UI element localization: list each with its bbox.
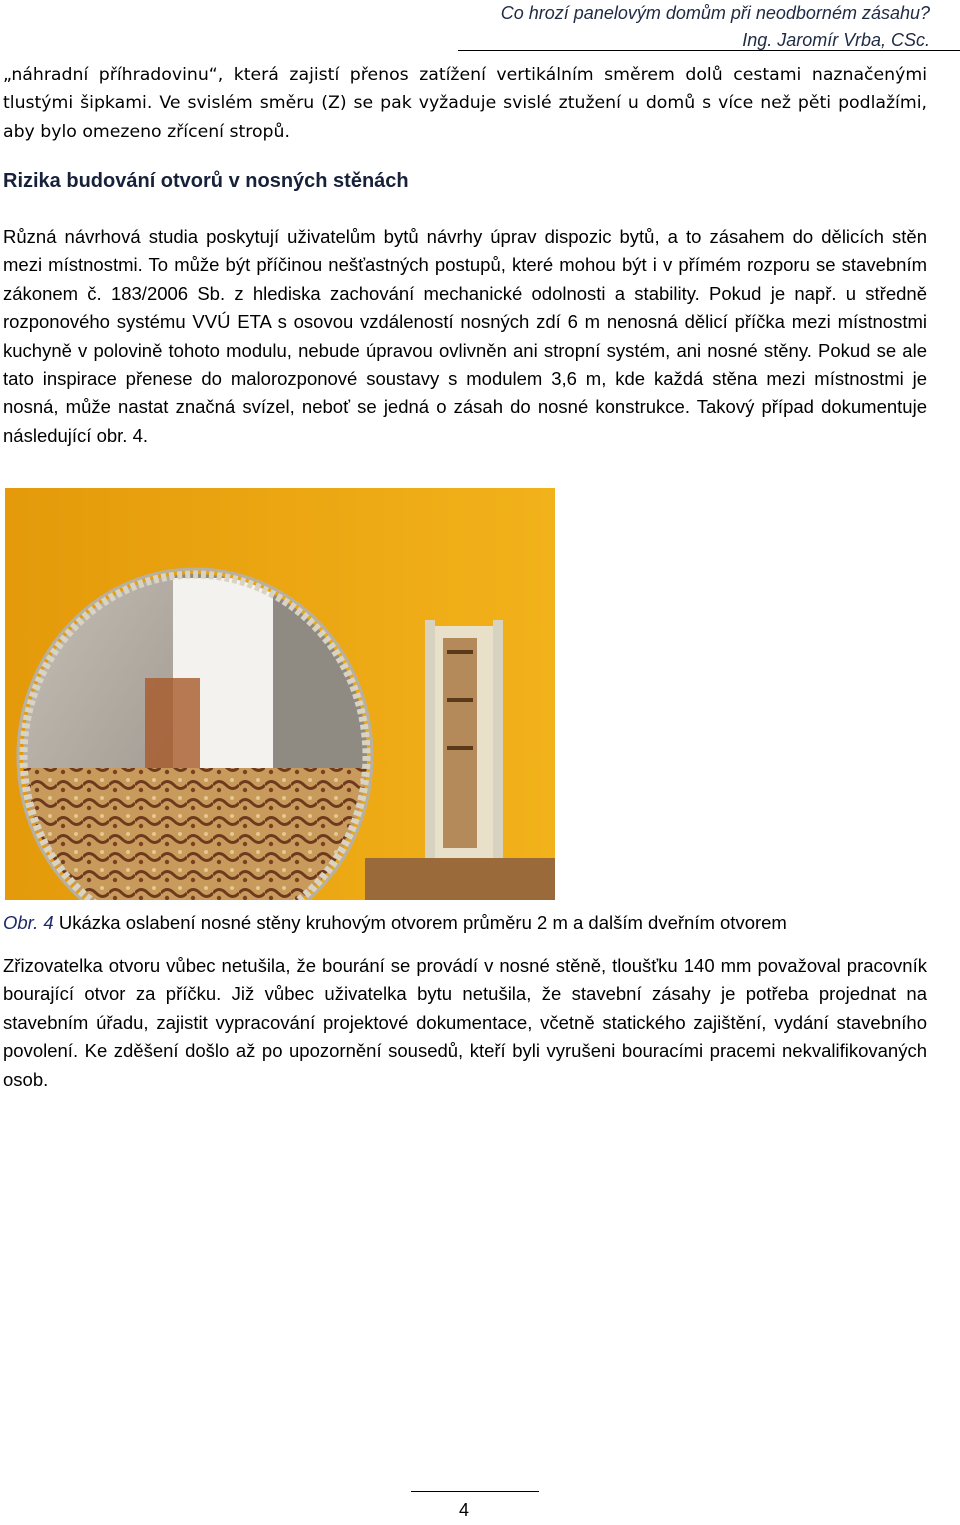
- footer-rule: [411, 1491, 539, 1492]
- figure-caption: [3, 912, 787, 934]
- figure-label: Obr. 4: [3, 912, 54, 933]
- figure-caption-text: Ukázka oslabení nosné stěny kruhovým otvorem průměru 2 m a dalším dveřním otvorem: [58, 912, 787, 933]
- page-number: 4: [458, 1500, 469, 1520]
- closing-paragraph: Zřizovatelka otvoru vůbec netušila, že bourání se provádí v nosné stěně, tloušťku 140 mm považoval pracovník bourající otvor za příčku. Již vůbec uživatelka bytu netušila, že stavební zásahy je potřeba projednat na stavebním úřadu, zajistit vypracování projektové dokumentace, včetně statického zajištění, vydání stavebního povolení. Ke zděšení došlo až po upozornění sousedů, kteří byli vyrušeni bouracími pracemi nekvalifikovaných osob.: [3, 955, 927, 1090]
- running-header: [501, 0, 930, 54]
- intro-paragraph: „náhradní příhradovinu“, která zajistí přenos zatížení vertikálním směrem dolů cestami naznačenými tlustými šipkami. Ve svislém směru (Z) se pak vyžaduje svislé ztužení u domů s více než pěti podlažími, aby bylo omezeno zřícení stropů.: [3, 65, 927, 142]
- header-title: Co hrozí panelovým domům při neodborném zásahu?: [500, 3, 930, 23]
- section-heading: Rizika budování otvorů v nosných stěnách: [3, 170, 409, 192]
- main-paragraph: Různá návrhová studia poskytují uživatelům bytů návrhy úprav dispozic bytů, a to zásahem do dělicích stěn mezi místnostmi. To může být příčinou nešťastných postupů, které mohou být i v přímém rozporu se stavebním zákonem č. 183/2006 Sb. z hlediska zachování mechanické odolnosti a stability. Pokud je např. u středně rozponového systému VVÚ ETA s osovou vzdáleností nosných zdí 6 m nenosná dělicí příčka mezi místnostmi kuchyně v polovině tohoto modulu, nebude úpravou ovlivněn ani stropní systém, ani nosné stěny. Pokud se ale tato inspirace přenese do malorozponové soustavy s modulem 3,6 m, kde každá stěna mezi místnostmi je nosná, může nastat značná svízel, neboť se jedná o zásah do nosné konstrukce. Takový případ dokumentuje následující obr. 4.: [3, 226, 927, 446]
- header-author: Ing. Jaromír Vrba, CSc.: [742, 30, 930, 50]
- header-rule: [458, 50, 960, 51]
- figure-photo: [5, 488, 555, 900]
